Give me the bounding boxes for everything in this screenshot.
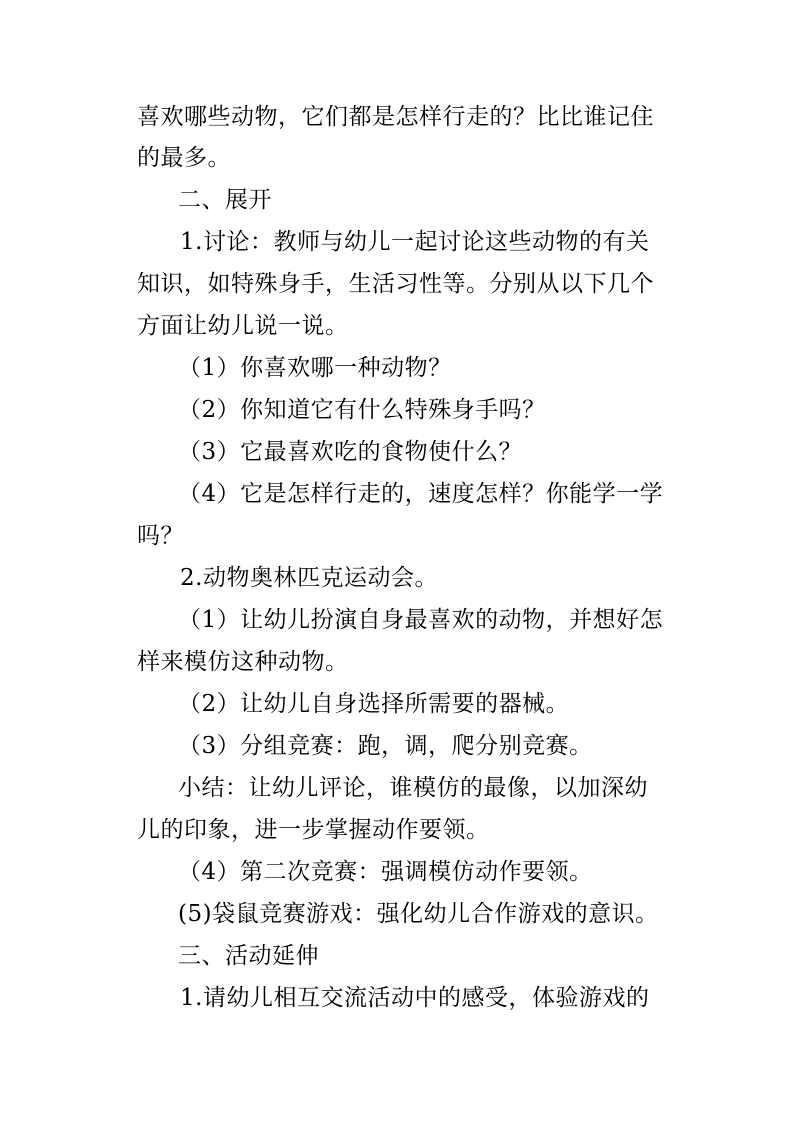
list-item: （1）你喜欢哪一种动物？	[178, 355, 452, 381]
paragraph-line: 儿的印象，进一步掌握动作要领。	[137, 817, 490, 843]
list-item: （4）第二次竞赛：强调模仿动作要领。	[178, 859, 593, 885]
paragraph-line: 喜欢哪些动物，它们都是怎样行走的？比比谁记住	[137, 104, 654, 130]
section-heading: 二、展开	[178, 187, 272, 213]
list-item: （4）它是怎样行走的，速度怎样？你能学一学	[178, 481, 664, 507]
list-item: （3）分组竞赛：跑，调，爬分别竞赛。	[178, 733, 593, 759]
summary-line: 小结：让幼儿评论，谁模仿的最像，以加深幼	[178, 775, 648, 801]
paragraph-line: 2.动物奥林匹克运动会。	[180, 565, 438, 591]
list-item: （3）它最喜欢吃的食物使什么？	[178, 439, 523, 465]
paragraph-line: 方面让幼儿说一说。	[137, 313, 349, 339]
list-item: （2）让幼儿自身选择所需要的器械。	[178, 691, 570, 717]
paragraph-line: 1.讨论：教师与幼儿一起讨论这些动物的有关	[180, 229, 650, 255]
paragraph-line: 1.请幼儿相互交流活动中的感受，体验游戏的	[180, 985, 650, 1011]
section-heading: 三、活动延伸	[178, 943, 319, 969]
list-item: （2）你知道它有什么特殊身手吗？	[178, 397, 546, 423]
paragraph-line: 样来模仿这种动物。	[137, 649, 349, 675]
paragraph-line: 的最多。	[137, 145, 231, 171]
paragraph-line: 吗？	[137, 523, 184, 549]
paragraph-line: 知识，如特殊身手，生活习性等。分别从以下几个	[137, 271, 654, 297]
list-item: （1）让幼儿扮演自身最喜欢的动物，并想好怎	[178, 607, 664, 633]
list-item: (5)袋鼠竞赛游戏：强化幼儿合作游戏的意识。	[178, 901, 659, 927]
